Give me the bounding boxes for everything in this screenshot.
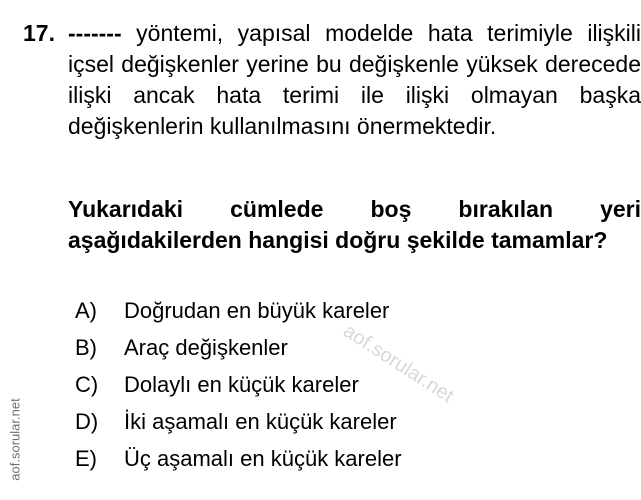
question-prompt: Yukarıdaki cümlede boş bırakılan yeri aşağıdakilerden hangisi doğru şekilde tamamlar? xyxy=(68,196,641,253)
question-blank: ------- xyxy=(68,20,122,46)
option-letter: E) xyxy=(75,446,97,471)
question-stem-text: yöntemi, yapısal modelde hata terimiyle ilişkili içsel değişkenler yerine bu değişkenle yüksek derecede ilişki ancak hata terimi ile ilişki olmayan başka değişkenlerin kullanılmasını önermektedir. xyxy=(68,20,641,139)
watermark-side: aof.sorular.net xyxy=(7,398,23,481)
option-text: İki aşamalı en küçük kareler xyxy=(124,409,397,434)
option-a[interactable] xyxy=(75,298,402,335)
watermark-diagonal: aof.sorular.net xyxy=(339,319,458,408)
option-e[interactable] xyxy=(75,446,402,483)
question-number: 17. xyxy=(23,20,55,46)
option-d[interactable] xyxy=(75,409,402,446)
answer-options xyxy=(75,298,402,483)
question-stem xyxy=(68,18,641,142)
option-text: Dolaylı en küçük kareler xyxy=(124,372,359,397)
option-text: Araç değişkenler xyxy=(124,335,288,360)
option-letter: C) xyxy=(75,372,99,397)
option-c[interactable] xyxy=(75,372,402,409)
option-text: Doğrudan en büyük kareler xyxy=(124,298,390,323)
option-letter: B) xyxy=(75,335,97,360)
option-letter: A) xyxy=(75,298,97,323)
option-letter: D) xyxy=(75,409,99,434)
option-b[interactable] xyxy=(75,335,402,372)
option-text: Üç aşamalı en küçük kareler xyxy=(124,446,402,471)
